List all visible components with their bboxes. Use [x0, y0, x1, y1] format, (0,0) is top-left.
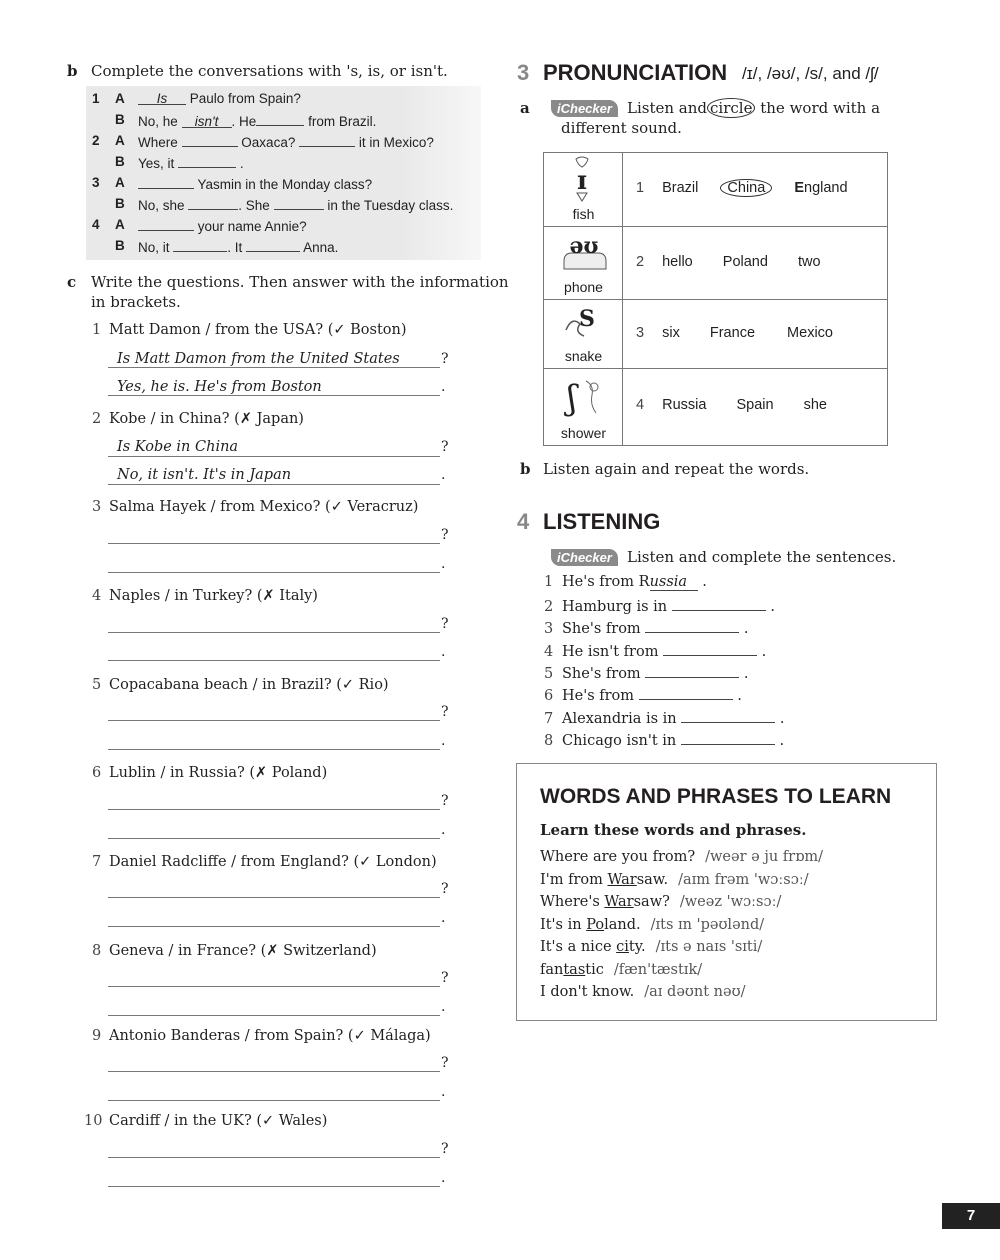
question-mark: ? — [441, 527, 449, 543]
circle-word: circle — [707, 98, 755, 118]
answer-blank[interactable] — [663, 642, 757, 656]
answer-blank[interactable] — [182, 133, 238, 147]
answer-line[interactable] — [108, 926, 440, 927]
conv-number: 4 — [92, 217, 100, 232]
question-prompt: 1 Matt Damon / from the USA? (✓ Boston) — [92, 322, 407, 338]
conv-number: 2 — [92, 133, 100, 148]
sub-b-letter: b — [520, 460, 531, 478]
answer-blank[interactable] — [256, 112, 304, 126]
period: . — [441, 644, 446, 660]
question-answer[interactable]: Is Kobe in China — [117, 439, 239, 455]
answer-line[interactable] — [108, 456, 440, 457]
conv-text: No, it — [138, 240, 170, 255]
pron-row — [544, 300, 887, 369]
question-prompt: 8 Geneva / in France? (✗ Switzerland) — [92, 943, 377, 959]
fish-picture — [544, 153, 623, 226]
box-subtitle: Learn these words and phrases. — [540, 821, 807, 839]
answer-line[interactable] — [108, 897, 440, 898]
section-c-instruction: in brackets. — [91, 293, 181, 311]
conv-number: 3 — [92, 175, 100, 190]
answer-line[interactable] — [108, 1100, 440, 1101]
answer-line[interactable] — [108, 986, 440, 987]
answer-blank[interactable] — [672, 597, 766, 611]
conv-text: Where — [138, 135, 178, 150]
page-number: 7 — [942, 1203, 1000, 1229]
phrase-item: Where's Warsaw? /weəz 'wɔːsɔː/ — [540, 894, 782, 910]
svg-text:ɪ: ɪ — [577, 166, 587, 196]
conv-text: in the Tuesday class. — [327, 198, 454, 213]
conv-text: . It — [227, 240, 243, 255]
period: . — [441, 1170, 446, 1186]
answer-line[interactable] — [108, 484, 440, 485]
answer-text[interactable]: Yes, he is. He's from Boston — [117, 379, 322, 395]
pron-row — [544, 369, 887, 445]
snake-picture — [544, 300, 623, 368]
answer-line[interactable] — [108, 749, 440, 750]
conv-text: No, she — [138, 198, 185, 213]
section-number: 3 — [517, 60, 530, 85]
question-prompt: 2 Kobe / in China? (✗ Japan) — [92, 411, 304, 427]
period: . — [441, 1084, 446, 1100]
conv-text: from Brazil. — [308, 114, 377, 129]
answer-blank[interactable] — [299, 133, 355, 147]
period: . — [441, 556, 446, 572]
listening-sentence: 5 She's from . — [544, 666, 749, 682]
listening-sentence: 1 He's from Russia . — [544, 574, 707, 590]
listening-sentence: 2 Hamburg is in . — [544, 599, 775, 615]
answer-blank[interactable] — [188, 196, 238, 210]
conv-text: Yasmin in the Monday class? — [197, 177, 373, 192]
pron-words: 4 Russia Spain she — [636, 397, 827, 413]
answer-blank[interactable] — [173, 238, 227, 252]
answer-line[interactable] — [108, 720, 440, 721]
conv-text: Anna. — [303, 240, 339, 255]
answer-blank[interactable] — [645, 619, 739, 633]
answer-text[interactable]: No, it isn't. It's in Japan — [117, 467, 292, 483]
box-title: WORDS AND PHRASES TO LEARN — [540, 785, 892, 808]
answer-line[interactable] — [108, 1186, 440, 1187]
conversation-box — [86, 86, 481, 260]
answer-blank[interactable] — [681, 709, 775, 723]
conv-text: . She — [238, 198, 270, 213]
conv-text: it in Mexico? — [358, 135, 434, 150]
answer-blank[interactable] — [246, 238, 300, 252]
picture-label: shower — [560, 425, 607, 441]
phrase-item: I'm from Warsaw. /aɪm frəm 'wɔːsɔː/ — [540, 872, 809, 888]
conv-text: Oaxaca? — [241, 135, 296, 150]
conv-text: Paulo from Spain? — [189, 91, 301, 106]
answer-line[interactable] — [108, 1071, 440, 1072]
circled-word[interactable]: China — [720, 179, 772, 197]
answer-line[interactable] — [108, 660, 440, 661]
sub-a-letter: a — [520, 99, 530, 117]
svg-text:əʊ: əʊ — [569, 233, 599, 259]
period: . — [441, 910, 446, 926]
pronunciation-sounds: /ɪ/, /əʊ/, /s/, and /ʃ/ — [742, 64, 879, 83]
phrase-item: It's in Poland. /ɪts ɪn 'pəʊlənd/ — [540, 917, 765, 933]
period: . — [441, 822, 446, 838]
sub-a-instruction: different sound. — [561, 119, 682, 137]
conv-speaker: B — [115, 112, 125, 127]
section-b-letter: b — [67, 62, 78, 80]
answer-line[interactable] — [108, 395, 440, 396]
section-c-instruction: Write the questions. Then answer with the information — [91, 273, 509, 291]
period: . — [441, 999, 446, 1015]
conv-speaker: A — [115, 217, 125, 232]
phrase-item: I don't know. /aɪ dəʊnt nəʊ/ — [540, 984, 746, 1000]
picture-label: phone — [564, 279, 603, 295]
question-mark: ? — [441, 351, 449, 367]
question-mark: ? — [441, 970, 449, 986]
listening-sentence: 6 He's from . — [544, 688, 742, 704]
svg-text:S: S — [579, 306, 595, 332]
phrase-item: Where are you from? /weər ə ju frɒm/ — [540, 849, 823, 865]
svg-text:ʃ: ʃ — [567, 378, 577, 418]
period: . — [441, 379, 446, 395]
pron-words: 2 hello Poland two — [636, 254, 821, 270]
answer-line[interactable] — [108, 632, 440, 633]
answer-blank[interactable]: isn't — [194, 114, 219, 129]
ichecker-badge[interactable]: iChecker — [551, 98, 618, 117]
answer-blank[interactable] — [639, 686, 733, 700]
picture-label: snake — [564, 348, 603, 364]
period: . — [441, 467, 446, 483]
conv-speaker: B — [115, 238, 125, 253]
listening-instruction: Listen and complete the sentences. — [627, 548, 897, 566]
pron-row — [544, 153, 887, 227]
answer-line[interactable] — [108, 367, 440, 368]
conv-speaker: A — [115, 133, 125, 148]
sub-b-instruction: Listen again and repeat the words. — [543, 460, 810, 478]
question-mark: ? — [441, 616, 449, 632]
question-mark: ? — [441, 793, 449, 809]
question-prompt: 5 Copacabana beach / in Brazil? (✓ Rio) — [92, 677, 389, 693]
conv-speaker: A — [115, 175, 125, 190]
words-phrases-box — [516, 763, 937, 1021]
shower-picture — [544, 369, 623, 445]
section-c-letter: c — [67, 273, 77, 291]
question-prompt: 4 Naples / in Turkey? (✗ Italy) — [92, 588, 318, 604]
phrase-item: fantastic /fæn'tæstɪk/ — [540, 962, 703, 978]
answer-blank[interactable] — [645, 664, 739, 678]
answer-line[interactable] — [108, 809, 440, 810]
conv-text: . He — [231, 114, 257, 129]
listening-sentence: 8 Chicago isn't in . — [544, 733, 785, 749]
conv-text: Yes, it — [138, 156, 175, 171]
answer-line[interactable] — [108, 543, 440, 544]
period: . — [441, 733, 446, 749]
question-prompt: 10 Cardiff / in the UK? (✓ Wales) — [84, 1113, 328, 1129]
conv-text: . — [239, 156, 244, 171]
question-prompt: 9 Antonio Banderas / from Spain? (✓ Málaga) — [92, 1028, 431, 1044]
question-mark: ? — [441, 881, 449, 897]
question-mark: ? — [441, 1055, 449, 1071]
answer-blank[interactable] — [138, 175, 194, 189]
listening-sentence: 3 She's from . — [544, 621, 749, 637]
pron-words: 1 Brazil China England — [636, 180, 848, 196]
picture-label: fish — [572, 206, 595, 222]
pron-row — [544, 227, 887, 300]
answer-line[interactable] — [108, 1157, 440, 1158]
question-prompt: 7 Daniel Radcliffe / from England? (✓ London) — [92, 854, 437, 870]
section-number: 4 — [517, 509, 530, 534]
question-prompt: 6 Lublin / in Russia? (✗ Poland) — [92, 765, 328, 781]
conv-text: No, he — [138, 114, 178, 129]
answer-line[interactable] — [108, 838, 440, 839]
answer-blank[interactable] — [681, 731, 775, 745]
phrase-item: It's a nice city. /ɪts ə naɪs 'sɪti/ — [540, 939, 763, 955]
answer-blank[interactable] — [178, 154, 236, 168]
conv-speaker: A — [115, 91, 125, 106]
answer-blank[interactable] — [138, 217, 194, 231]
question-mark: ? — [441, 439, 449, 455]
question-mark: ? — [441, 1141, 449, 1157]
sub-a-instruction: Listen and circle the word with a — [627, 99, 881, 117]
conv-speaker: B — [115, 154, 125, 169]
listening-sentence: 7 Alexandria is in . — [544, 711, 785, 727]
ichecker-badge[interactable]: iChecker — [551, 547, 618, 566]
answer-blank[interactable] — [274, 196, 324, 210]
conv-text: your name Annie? — [197, 219, 307, 234]
pronunciation-table — [543, 152, 888, 446]
section-title: LISTENING — [543, 509, 661, 534]
question-prompt: 3 Salma Hayek / from Mexico? (✓ Veracruz) — [92, 499, 419, 515]
section-b-instruction: Complete the conversations with 's, is, or isn't. — [91, 62, 448, 80]
phone-picture — [544, 227, 623, 299]
question-mark: ? — [441, 704, 449, 720]
listening-sentence: 4 He isn't from . — [544, 644, 767, 660]
answer-line[interactable] — [108, 1015, 440, 1016]
section-title: PRONUNCIATION — [543, 60, 728, 85]
pron-words: 3 six France Mexico — [636, 325, 833, 341]
conv-number: 1 — [92, 91, 100, 106]
conv-speaker: B — [115, 196, 125, 211]
answer-blank[interactable]: Is — [156, 91, 168, 106]
question-answer[interactable]: Is Matt Damon from the United States — [117, 351, 400, 367]
answer-line[interactable] — [108, 572, 440, 573]
answer-blank[interactable]: ussia — [650, 574, 698, 591]
